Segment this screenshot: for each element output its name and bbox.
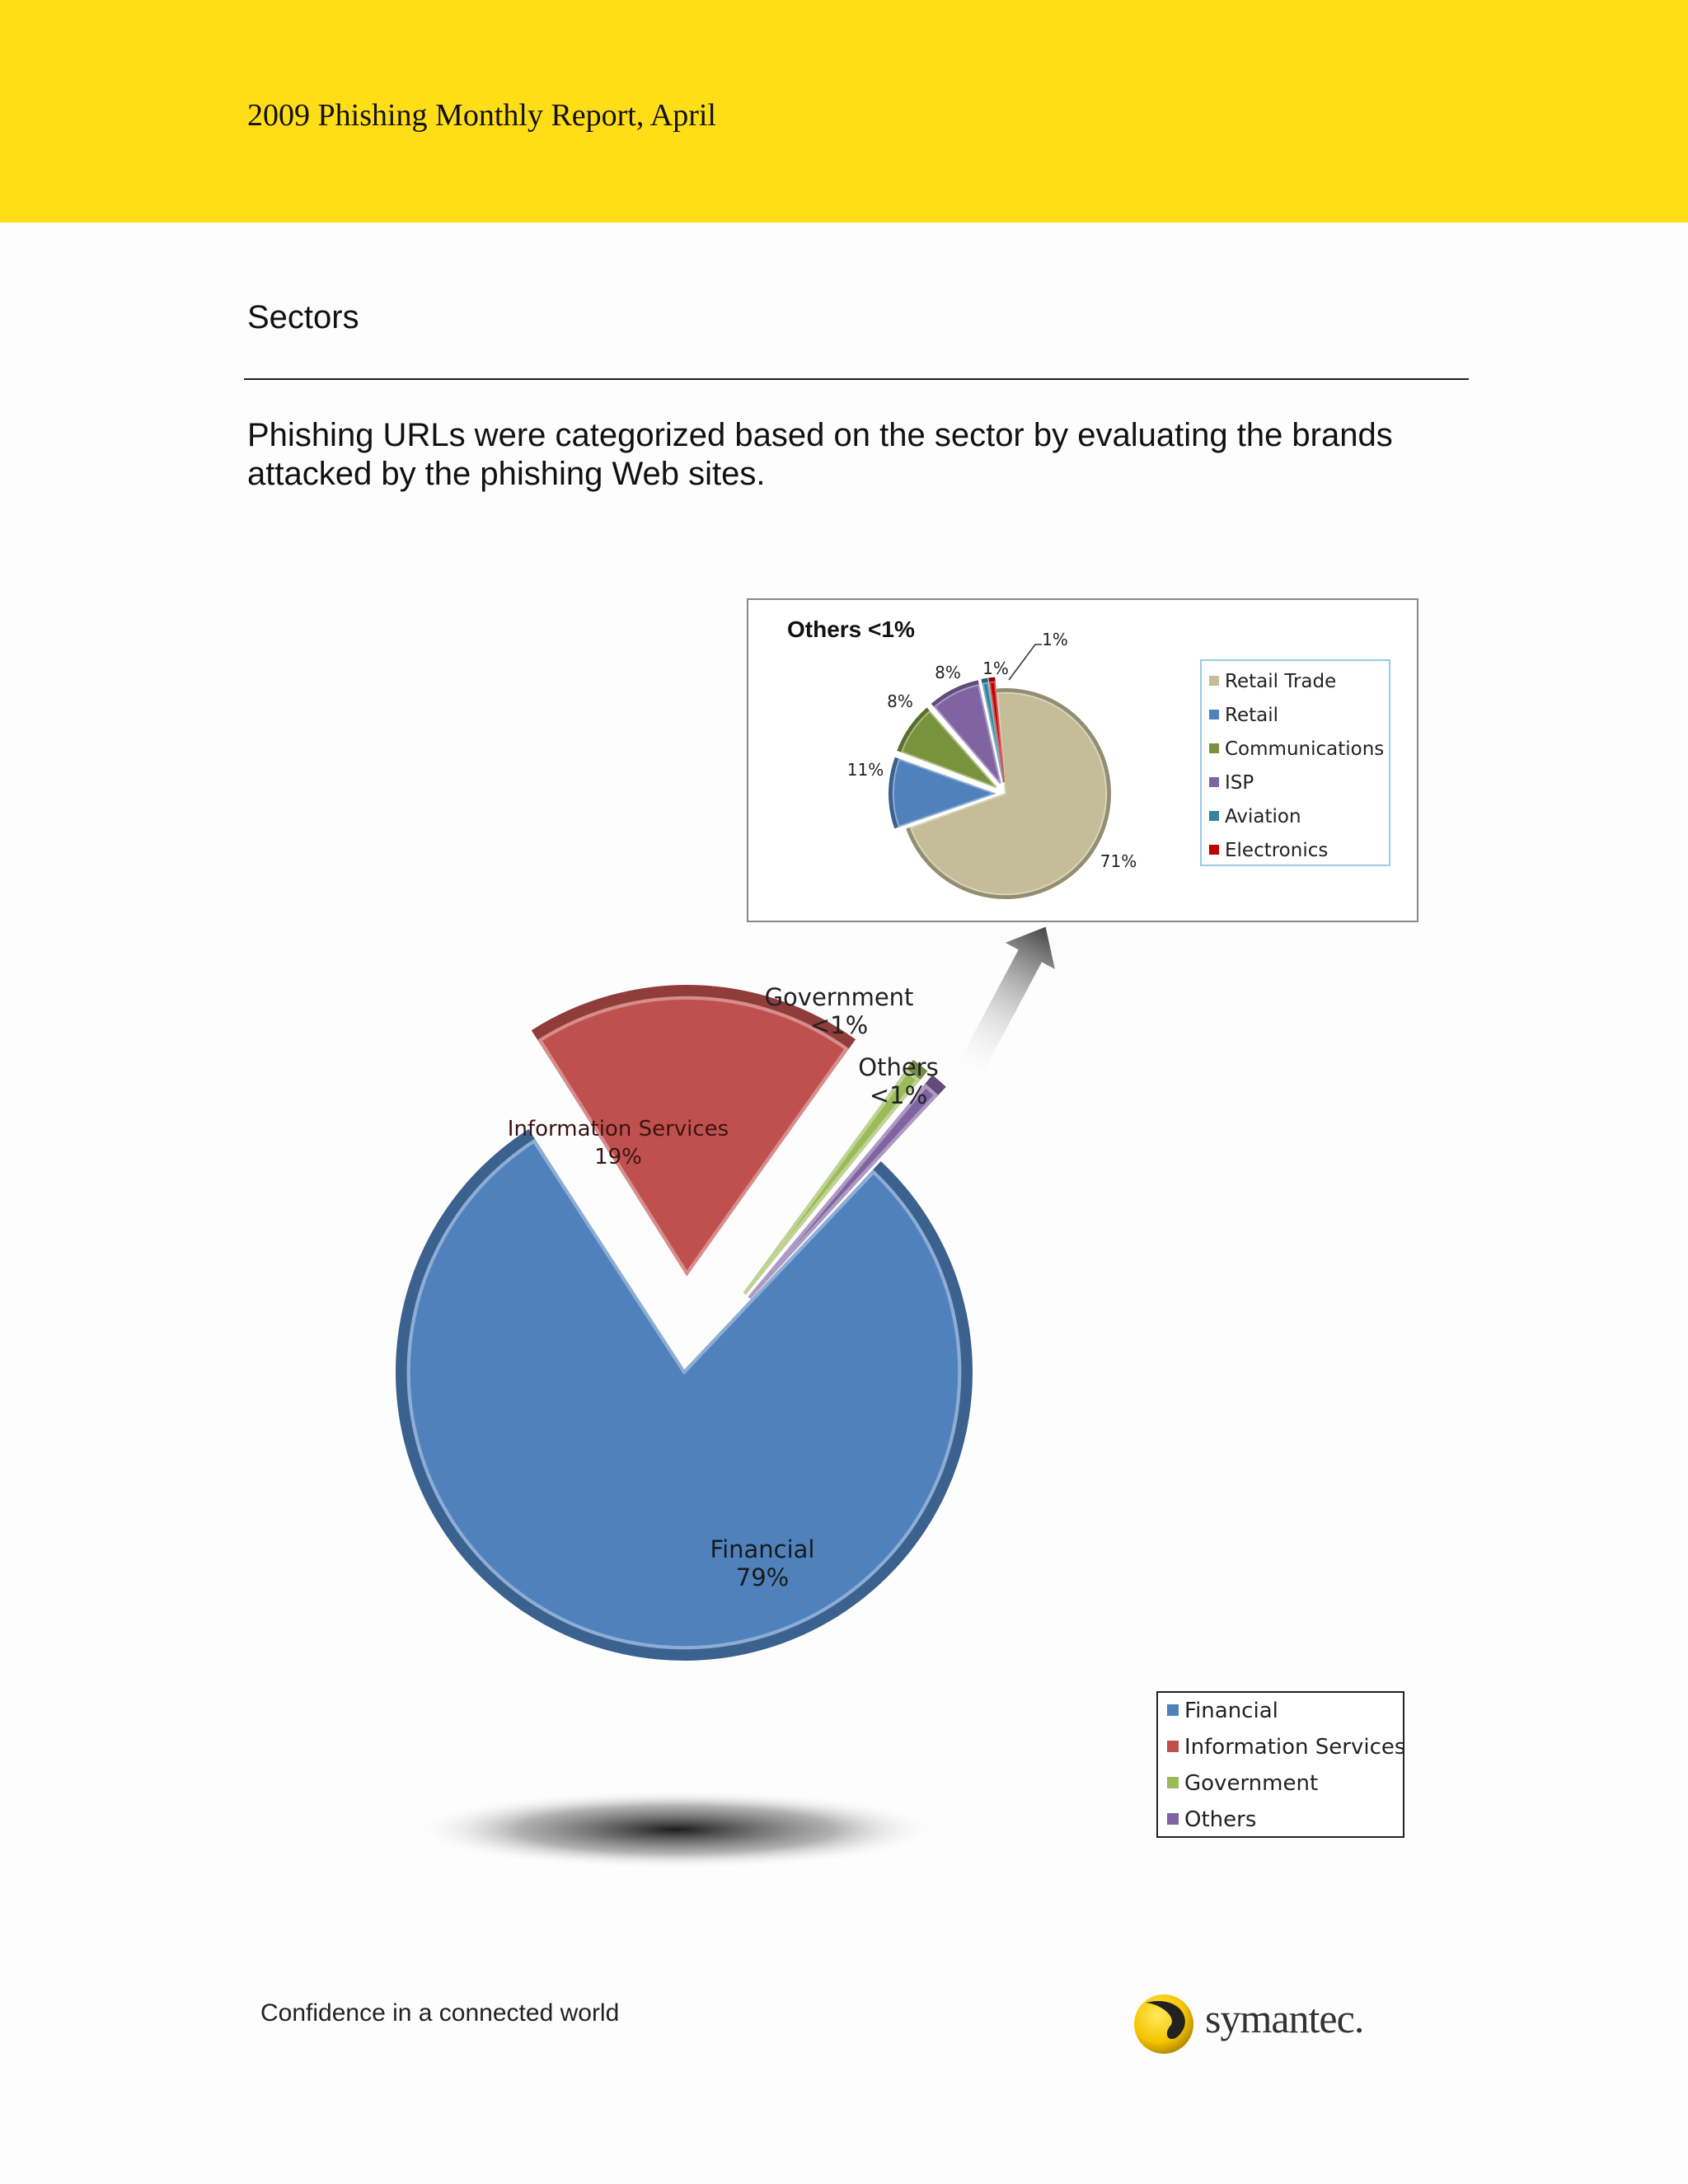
symantec-logo — [1129, 1986, 1376, 2069]
detail-label-isp: 8% — [935, 663, 961, 682]
legend-label-information-services: Information Services — [1184, 1735, 1406, 1760]
symantec-logo-icon — [1129, 1986, 1203, 2060]
main-label-others-value: <1% — [869, 1081, 928, 1109]
zoom-arrow — [940, 914, 1071, 1093]
legend-swatch-financial — [1167, 1704, 1179, 1716]
legend-label-retail: Retail — [1225, 705, 1278, 726]
section-title: Sectors — [247, 299, 359, 335]
pie-shadow — [412, 1790, 940, 1869]
detail-label-retail: 11% — [846, 760, 884, 780]
main-label-financial-name: Financial — [710, 1535, 815, 1563]
legend-swatch-aviation — [1209, 811, 1219, 821]
logo-wordmark: symantec. — [1205, 1995, 1364, 2041]
detail-label-communications: 8% — [887, 691, 913, 711]
intro-paragraph: Phishing URLs were categorized based on the sector by evaluating the brands attacked by the phishing Web sites. — [247, 417, 1393, 492]
main-label-government-value: <1% — [809, 1011, 869, 1039]
legend-label-isp: ISP — [1225, 772, 1254, 794]
main-label-government-name: Government — [764, 983, 914, 1011]
detail-label-electronics: 1% — [1042, 630, 1068, 649]
legend-label-aviation: Aviation — [1225, 806, 1301, 827]
legend-swatch-electronics — [1209, 845, 1219, 855]
detail-label-retail-trade: 71% — [1100, 851, 1137, 871]
detail-label-aviation: 1% — [982, 658, 1009, 678]
legend-label-government: Government — [1184, 1771, 1319, 1796]
legend-label-financial: Financial — [1184, 1699, 1278, 1723]
legend-swatch-others — [1167, 1813, 1179, 1825]
legend-label-electronics: Electronics — [1225, 840, 1329, 861]
legend-swatch-retail-trade — [1209, 676, 1219, 686]
main-label-others-name: Others — [858, 1053, 939, 1081]
legend-swatch-information-services — [1167, 1741, 1179, 1752]
main-label-information-services-value: 19% — [594, 1145, 642, 1169]
legend-swatch-communications — [1209, 743, 1219, 753]
main-label-information-services-name: Information Services — [507, 1117, 729, 1141]
legend-label-others: Others — [1184, 1807, 1257, 1832]
main-label-financial-value: 79% — [735, 1563, 790, 1591]
detail-chart-title: Others <1% — [787, 616, 915, 642]
legend-label-retail-trade: Retail Trade — [1225, 671, 1337, 692]
legend-swatch-isp — [1209, 777, 1219, 787]
legend-label-communications: Communications — [1225, 738, 1385, 760]
report-title: 2009 Phishing Monthly Report, April — [247, 98, 716, 133]
legend-swatch-retail — [1209, 710, 1219, 719]
footer-tagline: Confidence in a connected world — [260, 1999, 620, 2027]
legend-swatch-government — [1167, 1777, 1179, 1788]
